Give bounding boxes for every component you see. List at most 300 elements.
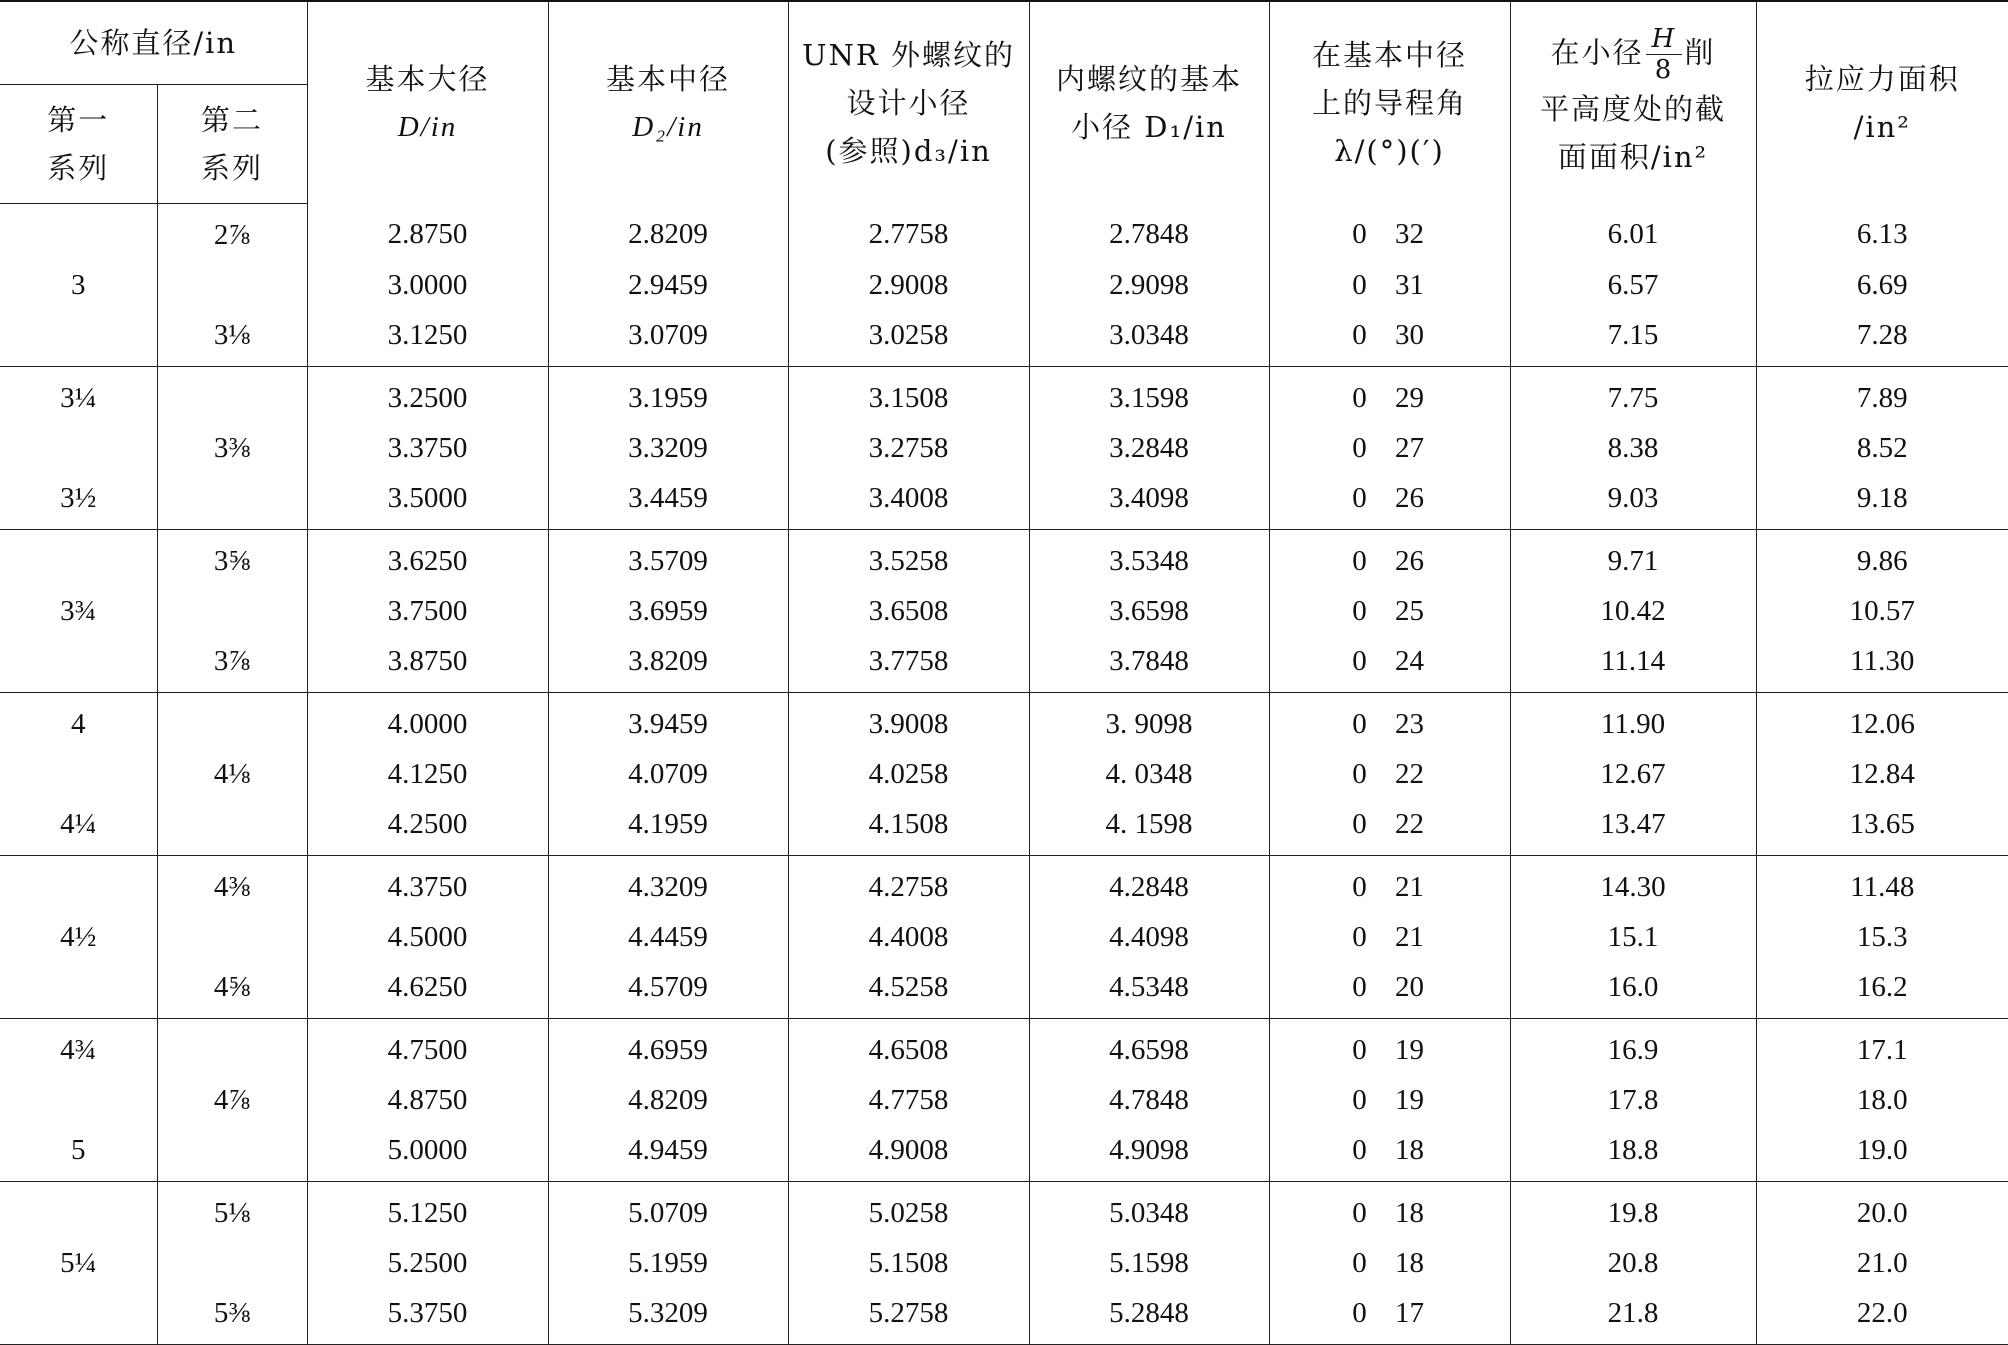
- unr-minor-cell: [788, 1288, 1029, 1345]
- section-area-cell-value: 10.42: [1600, 594, 1666, 627]
- internal-minor-cell-value: 4.5348: [1109, 970, 1189, 1003]
- section-area-cell-value: 9.03: [1607, 481, 1659, 514]
- lead-angle-minutes: 17: [1395, 1296, 1425, 1329]
- first-series-cell-value: 3: [71, 268, 86, 301]
- basic-pitch-cell: [548, 799, 788, 856]
- lead-angle-minutes: 22: [1395, 807, 1425, 840]
- section-area-cell-value: 16.0: [1607, 970, 1659, 1003]
- second-series-cell: [157, 749, 307, 799]
- basic-pitch-cell: [548, 423, 788, 473]
- second-series-cell-value: 3⅞: [213, 644, 251, 677]
- section-area-cell-value: 11.90: [1600, 707, 1666, 740]
- unr-minor-cell-value: 3.2758: [868, 431, 949, 464]
- unr-minor-cell-value: 3.0258: [868, 318, 949, 351]
- section-area-cell: [1510, 1238, 1756, 1288]
- stress-area-cell: [1756, 1125, 2008, 1182]
- lead-angle-cell: [1269, 962, 1510, 1019]
- stress-area-cell-value: 11.30: [1850, 644, 1915, 677]
- unr-minor-cell: [788, 799, 1029, 856]
- stress-area-cell-value: 10.57: [1849, 594, 1915, 627]
- first-series-cell-value: 4½: [60, 920, 97, 953]
- internal-minor-cell: [1029, 310, 1269, 367]
- internal-minor-cell: [1029, 962, 1269, 1019]
- internal-minor-cell-value: 3.2848: [1109, 431, 1189, 464]
- unr-minor-cell-value: 3.9008: [868, 707, 949, 740]
- internal-minor-diameter-header: 内螺纹的基本 小径 D₁/in: [1029, 1, 1269, 204]
- stress-area-cell: [1756, 693, 2008, 750]
- basic-pitch-cell: [548, 367, 788, 424]
- section-area-cell-value: 15.1: [1607, 920, 1659, 953]
- basic-major-cell: [307, 586, 548, 636]
- second-series-cell-value: 4⅜: [213, 870, 251, 903]
- lead-angle-cell: [1269, 530, 1510, 587]
- lead-angle-cell: [1269, 260, 1510, 310]
- internal-minor-cell: [1029, 367, 1269, 424]
- second-series-cell: [157, 310, 307, 367]
- first-series-cell-value: 3½: [60, 481, 97, 514]
- lead-angle-cell: [1269, 473, 1510, 530]
- stress-area-cell-value: 21.0: [1856, 1246, 1908, 1279]
- basic-pitch-cell: [548, 1019, 788, 1076]
- lead-angle-minutes: 18: [1395, 1246, 1425, 1279]
- basic-pitch-cell-value: 3.6959: [628, 594, 708, 627]
- internal-minor-cell-value: 3.0348: [1109, 318, 1189, 351]
- stress-area-cell: [1756, 260, 2008, 310]
- tensile-stress-area-header: 拉应力面积 /in²: [1756, 1, 2008, 204]
- unr-minor-cell: [788, 310, 1029, 367]
- section-area-cell-value: 6.57: [1607, 268, 1659, 301]
- lead-angle-degrees: 0: [1352, 1033, 1367, 1066]
- second-series-cell: [157, 962, 307, 1019]
- basic-major-cell-value: 3.2500: [387, 381, 468, 414]
- header-row-1: [0, 1, 2008, 85]
- lead-angle-cell: [1269, 749, 1510, 799]
- basic-major-cell: [307, 260, 548, 310]
- section-area-cell: [1510, 912, 1756, 962]
- unr-minor-cell-value: 4.1508: [868, 807, 949, 840]
- second-series-cell-value: 4⅛: [213, 757, 251, 790]
- unr-minor-cell: [788, 693, 1029, 750]
- first-series-cell: [0, 530, 157, 587]
- basic-pitch-cell-value: 3.4459: [628, 481, 708, 514]
- section-area-cell: [1510, 260, 1756, 310]
- section-area-cell-value: 17.8: [1607, 1083, 1659, 1116]
- unr-minor-cell-value: 2.9008: [868, 268, 949, 301]
- section-area-cell: [1510, 473, 1756, 530]
- unr-minor-cell-value: 4.7758: [868, 1083, 949, 1116]
- lead-angle-minutes: 21: [1395, 870, 1425, 903]
- unr-minor-cell-value: 5.1508: [868, 1246, 949, 1279]
- stress-area-cell-value: 19.0: [1856, 1133, 1908, 1166]
- lead-angle-degrees: 0: [1352, 707, 1367, 740]
- basic-pitch-cell: [548, 204, 788, 261]
- basic-pitch-cell: [548, 1238, 788, 1288]
- lead-angle-degrees: 0: [1352, 807, 1367, 840]
- basic-major-cell-value: 4.5000: [387, 920, 468, 953]
- section-area-cell-value: 13.47: [1600, 807, 1666, 840]
- second-series-cell: [157, 856, 307, 913]
- internal-minor-cell-value: 3.6598: [1109, 594, 1189, 627]
- lead-angle-header: 在基本中径 上的导程角 λ/(°)(′): [1269, 1, 1510, 204]
- basic-pitch-cell: [548, 1125, 788, 1182]
- basic-pitch-cell-value: 2.9459: [628, 268, 708, 301]
- stress-area-cell-value: 8.52: [1856, 431, 1908, 464]
- basic-major-cell: [307, 856, 548, 913]
- basic-pitch-cell: [548, 636, 788, 693]
- lead-angle-degrees: 0: [1352, 644, 1367, 677]
- table-row: [0, 423, 2008, 473]
- internal-minor-cell-value: 2.7848: [1109, 218, 1189, 251]
- lead-angle-minutes: 20: [1395, 970, 1425, 1003]
- lead-angle-minutes: 18: [1395, 1196, 1425, 1229]
- first-series-cell: [0, 749, 157, 799]
- unr-minor-cell: [788, 204, 1029, 261]
- internal-minor-cell: [1029, 636, 1269, 693]
- lead-angle-degrees: 0: [1352, 318, 1367, 351]
- second-series-cell: [157, 204, 307, 261]
- internal-minor-cell-value: 2.9098: [1109, 268, 1189, 301]
- basic-pitch-cell-value: 5.0709: [628, 1196, 708, 1229]
- stress-area-cell: [1756, 1288, 2008, 1345]
- unr-minor-cell: [788, 1125, 1029, 1182]
- section-area-cell-value: 11.14: [1600, 644, 1666, 677]
- internal-minor-cell-value: 4.7848: [1109, 1083, 1189, 1116]
- second-series-cell: [157, 1182, 307, 1239]
- internal-minor-cell: [1029, 260, 1269, 310]
- basic-pitch-cell-value: 4.5709: [628, 970, 708, 1003]
- basic-major-cell-value: 4.1250: [387, 757, 468, 790]
- basic-pitch-cell-value: 4.9459: [628, 1133, 708, 1166]
- basic-pitch-cell-value: 4.6959: [628, 1033, 708, 1066]
- unr-minor-cell-value: 3.5258: [868, 544, 949, 577]
- basic-major-cell-value: 3.5000: [387, 481, 468, 514]
- section-area-cell-value: 19.8: [1607, 1196, 1659, 1229]
- basic-major-cell: [307, 693, 548, 750]
- basic-pitch-cell: [548, 912, 788, 962]
- lead-angle-cell: [1269, 799, 1510, 856]
- basic-pitch-cell-value: 5.1959: [628, 1246, 708, 1279]
- internal-minor-cell: [1029, 693, 1269, 750]
- stress-area-cell: [1756, 856, 2008, 913]
- lead-angle-cell: [1269, 367, 1510, 424]
- internal-minor-cell: [1029, 586, 1269, 636]
- nominal-diameter-header: 公称直径/in: [0, 1, 307, 85]
- section-area-cell: [1510, 1125, 1756, 1182]
- stress-area-cell: [1756, 367, 2008, 424]
- first-series-cell: [0, 367, 157, 424]
- lead-angle-degrees: 0: [1352, 481, 1367, 514]
- lead-angle-cell: [1269, 1182, 1510, 1239]
- section-area-cell-value: 21.8: [1607, 1296, 1659, 1329]
- unr-minor-cell: [788, 367, 1029, 424]
- basic-major-cell-value: 3.3750: [387, 431, 468, 464]
- basic-pitch-cell-value: 3.1959: [628, 381, 708, 414]
- section-area-cell: [1510, 693, 1756, 750]
- section-area-cell: [1510, 310, 1756, 367]
- lead-angle-degrees: 0: [1352, 544, 1367, 577]
- lead-angle-degrees: 0: [1352, 1133, 1367, 1166]
- section-area-cell: [1510, 636, 1756, 693]
- first-series-cell: [0, 1125, 157, 1182]
- first-series-cell: [0, 1019, 157, 1076]
- section-area-cell: [1510, 204, 1756, 261]
- stress-area-cell: [1756, 799, 2008, 856]
- lead-angle-cell: [1269, 1288, 1510, 1345]
- lead-angle-cell: [1269, 423, 1510, 473]
- lead-angle-degrees: 0: [1352, 1083, 1367, 1116]
- first-series-cell-value: 3¼: [60, 381, 97, 414]
- stress-area-cell-value: 9.18: [1856, 481, 1908, 514]
- unr-minor-cell: [788, 1182, 1029, 1239]
- stress-area-cell: [1756, 473, 2008, 530]
- stress-area-cell: [1756, 1182, 2008, 1239]
- unr-minor-cell: [788, 530, 1029, 587]
- lead-angle-cell: [1269, 856, 1510, 913]
- basic-pitch-cell: [548, 693, 788, 750]
- stress-area-cell-value: 13.65: [1849, 807, 1915, 840]
- internal-minor-cell-value: 5.1598: [1109, 1246, 1189, 1279]
- basic-pitch-cell: [548, 530, 788, 587]
- stress-area-cell-value: 12.84: [1849, 757, 1915, 790]
- second-series-cell-value: 5⅛: [213, 1196, 251, 1229]
- unr-minor-cell-value: 5.0258: [868, 1196, 949, 1229]
- basic-major-cell-value: 3.8750: [387, 644, 468, 677]
- lead-angle-degrees: 0: [1352, 431, 1367, 464]
- stress-area-cell: [1756, 586, 2008, 636]
- lead-angle-minutes: 29: [1395, 381, 1425, 414]
- lead-angle-degrees: 0: [1352, 1246, 1367, 1279]
- first-series-cell: [0, 912, 157, 962]
- second-series-header: 第二 系列: [157, 85, 307, 204]
- first-series-cell: [0, 473, 157, 530]
- table-row: [0, 636, 2008, 693]
- lead-angle-minutes: 26: [1395, 544, 1425, 577]
- section-area-cell-value: 6.01: [1607, 218, 1659, 251]
- basic-major-cell: [307, 1075, 548, 1125]
- internal-minor-cell-value: 4.2848: [1109, 870, 1189, 903]
- basic-pitch-cell: [548, 586, 788, 636]
- first-series-cell: [0, 310, 157, 367]
- stress-area-cell: [1756, 962, 2008, 1019]
- section-area-cell-value: 12.67: [1600, 757, 1666, 790]
- basic-pitch-cell-value: 5.3209: [628, 1296, 708, 1329]
- first-series-cell: [0, 799, 157, 856]
- internal-minor-cell-value: 5.0348: [1109, 1196, 1189, 1229]
- first-series-header: 第一 系列: [0, 85, 157, 204]
- basic-pitch-cell-value: 3.3209: [628, 431, 708, 464]
- stress-area-cell-value: 9.86: [1856, 544, 1908, 577]
- table-row: [0, 1125, 2008, 1182]
- first-series-cell: [0, 423, 157, 473]
- unr-minor-cell-value: 3.6508: [868, 594, 949, 627]
- basic-major-cell-value: 4.3750: [387, 870, 468, 903]
- unr-minor-cell-value: 4.4008: [868, 920, 949, 953]
- section-area-cell: [1510, 586, 1756, 636]
- basic-major-cell-value: 4.0000: [387, 707, 468, 740]
- basic-major-cell-value: 4.2500: [387, 807, 468, 840]
- lead-angle-minutes: 27: [1395, 431, 1425, 464]
- table-row: [0, 530, 2008, 587]
- second-series-cell-value: 2⅞: [213, 218, 251, 251]
- basic-major-cell-value: 5.3750: [387, 1296, 468, 1329]
- basic-major-cell: [307, 204, 548, 261]
- lead-angle-cell: [1269, 693, 1510, 750]
- lead-angle-degrees: 0: [1352, 268, 1367, 301]
- basic-major-cell: [307, 1182, 548, 1239]
- internal-minor-cell: [1029, 423, 1269, 473]
- basic-pitch-cell: [548, 1182, 788, 1239]
- internal-minor-cell: [1029, 749, 1269, 799]
- table-row: [0, 912, 2008, 962]
- section-area-cell-value: 14.30: [1600, 870, 1666, 903]
- lead-angle-minutes: 30: [1395, 318, 1425, 351]
- section-area-cell: [1510, 856, 1756, 913]
- basic-major-cell-value: 5.1250: [387, 1196, 468, 1229]
- section-area-cell: [1510, 799, 1756, 856]
- lead-angle-cell: [1269, 204, 1510, 261]
- section-area-cell-value: 18.8: [1607, 1133, 1659, 1166]
- lead-angle-cell: [1269, 636, 1510, 693]
- basic-pitch-cell-value: 3.5709: [628, 544, 708, 577]
- lead-angle-degrees: 0: [1352, 870, 1367, 903]
- first-series-cell: [0, 586, 157, 636]
- section-area-cell: [1510, 749, 1756, 799]
- table-row: [0, 749, 2008, 799]
- unr-minor-cell: [788, 423, 1029, 473]
- first-series-cell: [0, 1075, 157, 1125]
- unr-minor-cell-value: 4.9008: [868, 1133, 949, 1166]
- unr-minor-cell-value: 2.7758: [868, 218, 949, 251]
- basic-major-cell: [307, 423, 548, 473]
- internal-minor-cell-value: 3.7848: [1109, 644, 1189, 677]
- basic-major-cell: [307, 1238, 548, 1288]
- section-area-cell: [1510, 962, 1756, 1019]
- stress-area-cell: [1756, 423, 2008, 473]
- lead-angle-cell: [1269, 912, 1510, 962]
- unr-minor-cell: [788, 586, 1029, 636]
- second-series-cell: [157, 367, 307, 424]
- second-series-cell: [157, 912, 307, 962]
- h-over-8-fraction: $\frac{H}{8}$: [1646, 24, 1683, 85]
- stress-area-cell-value: 16.2: [1856, 970, 1908, 1003]
- unr-minor-cell: [788, 1075, 1029, 1125]
- lead-angle-cell: [1269, 310, 1510, 367]
- section-area-cell-value: 8.38: [1607, 431, 1659, 464]
- table-row: [0, 856, 2008, 913]
- basic-major-cell: [307, 799, 548, 856]
- second-series-cell-value: 3⅝: [213, 544, 251, 577]
- table-row: [0, 1075, 2008, 1125]
- basic-major-cell: [307, 530, 548, 587]
- stress-area-cell: [1756, 749, 2008, 799]
- basic-major-cell-value: 5.2500: [387, 1246, 468, 1279]
- lead-angle-degrees: 0: [1352, 218, 1367, 251]
- second-series-cell-value: 4⅞: [213, 1083, 251, 1116]
- basic-major-cell-value: 3.0000: [387, 268, 468, 301]
- section-area-cell: [1510, 1182, 1756, 1239]
- basic-major-cell: [307, 367, 548, 424]
- lead-angle-cell: [1269, 586, 1510, 636]
- unr-minor-diameter-header: UNR 外螺纹的 设计小径 (参照)d₃/in: [788, 1, 1029, 204]
- table-row: [0, 1288, 2008, 1345]
- unr-minor-cell-value: 4.2758: [868, 870, 949, 903]
- first-series-cell: [0, 1238, 157, 1288]
- basic-major-cell: [307, 1019, 548, 1076]
- internal-minor-cell-value: 4.4098: [1109, 920, 1189, 953]
- second-series-cell-value: 3⅛: [213, 318, 251, 351]
- internal-minor-cell: [1029, 204, 1269, 261]
- table-row: [0, 1238, 2008, 1288]
- stress-area-cell-value: 22.0: [1856, 1296, 1908, 1329]
- second-series-cell-value: 5⅜: [213, 1296, 251, 1329]
- lead-angle-minutes: 31: [1395, 268, 1425, 301]
- unr-minor-cell-value: 3.1508: [868, 381, 949, 414]
- internal-minor-cell: [1029, 530, 1269, 587]
- stress-area-cell-value: 15.3: [1856, 920, 1908, 953]
- basic-pitch-cell-value: 4.3209: [628, 870, 708, 903]
- second-series-cell: [157, 1288, 307, 1345]
- unr-minor-cell-value: 3.4008: [868, 481, 949, 514]
- unr-minor-cell: [788, 260, 1029, 310]
- stress-area-cell: [1756, 912, 2008, 962]
- table-row: [0, 367, 2008, 424]
- basic-pitch-cell-value: 3.8209: [628, 644, 708, 677]
- section-area-cell-value: 16.9: [1607, 1033, 1659, 1066]
- unr-minor-cell: [788, 1238, 1029, 1288]
- table-row: [0, 260, 2008, 310]
- basic-pitch-cell: [548, 1288, 788, 1345]
- table-row: [0, 962, 2008, 1019]
- lead-angle-degrees: 0: [1352, 594, 1367, 627]
- first-series-cell: [0, 962, 157, 1019]
- lead-angle-degrees: 0: [1352, 920, 1367, 953]
- lead-angle-minutes: 19: [1395, 1083, 1425, 1116]
- section-area-header: 在小径 $\frac{H}{8}$ 削 平高度处的截 面面积/in²: [1510, 1, 1756, 204]
- basic-pitch-cell: [548, 1075, 788, 1125]
- lead-angle-degrees: 0: [1352, 1296, 1367, 1329]
- basic-major-cell: [307, 1125, 548, 1182]
- internal-minor-cell: [1029, 1238, 1269, 1288]
- first-series-cell: [0, 1182, 157, 1239]
- basic-major-cell: [307, 912, 548, 962]
- stress-area-cell: [1756, 1019, 2008, 1076]
- unr-minor-cell: [788, 962, 1029, 1019]
- lead-angle-minutes: 25: [1395, 594, 1425, 627]
- internal-minor-cell-value: 4.6598: [1109, 1033, 1189, 1066]
- section-area-cell-value: 7.15: [1607, 318, 1659, 351]
- unr-minor-cell: [788, 1019, 1029, 1076]
- second-series-cell-value: 4⅝: [213, 970, 251, 1003]
- basic-pitch-cell-value: 4.8209: [628, 1083, 708, 1116]
- basic-major-cell-value: 3.7500: [387, 594, 468, 627]
- internal-minor-cell-value: 3. 9098: [1105, 707, 1193, 740]
- internal-minor-cell: [1029, 1288, 1269, 1345]
- basic-major-cell: [307, 473, 548, 530]
- stress-area-cell-value: 7.28: [1856, 318, 1908, 351]
- basic-major-cell: [307, 1288, 548, 1345]
- internal-minor-cell: [1029, 912, 1269, 962]
- internal-minor-cell-value: 4.9098: [1109, 1133, 1189, 1166]
- lead-angle-cell: [1269, 1019, 1510, 1076]
- internal-minor-cell: [1029, 473, 1269, 530]
- second-series-cell-value: 3⅜: [213, 431, 251, 464]
- stress-area-cell-value: 12.06: [1849, 707, 1915, 740]
- table-row: [0, 204, 2008, 261]
- stress-area-cell-value: 7.89: [1856, 381, 1908, 414]
- basic-pitch-cell: [548, 962, 788, 1019]
- second-series-cell: [157, 1019, 307, 1076]
- stress-area-cell: [1756, 204, 2008, 261]
